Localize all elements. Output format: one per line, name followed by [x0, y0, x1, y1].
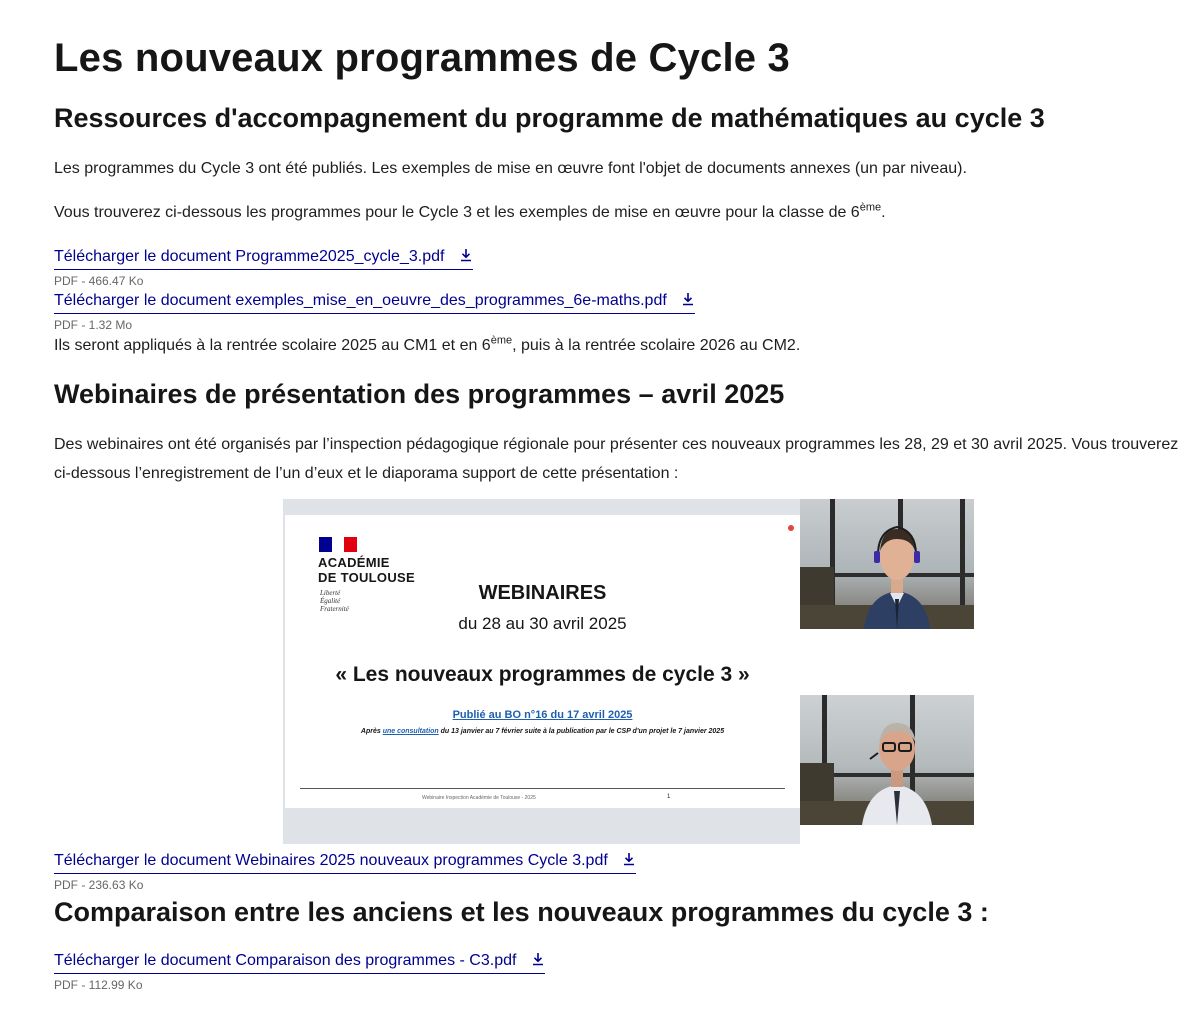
- file-meta: PDF - 1.32 Mo: [54, 318, 133, 332]
- webinars-description: Des webinaires ont été organisés par l’inspection pédagogique régionale pour présenter ces nouveaux programmes les 28, 29 et 30 avril 2025. Vous trouverez ci-dessous l’enregistrement de l’un d’eux et le diaporama support de cette présentation :: [54, 436, 1179, 482]
- download-comparison-link[interactable]: Télécharger le document Comparaison des programmes - C3.pdf: [54, 950, 545, 974]
- slide-dates: du 28 au 30 avril 2025: [458, 614, 627, 633]
- page-title: Les nouveaux programmes de Cycle 3: [54, 36, 790, 80]
- slide-note: Après une consultation du 13 janvier au 7 février suite à la publication par le CSP d'un projet le 7 janvier 2025: [360, 728, 725, 735]
- slide-footer: Webinaire Inspection Académie de Toulouse - 2025: [422, 795, 536, 801]
- slide-frame: [283, 499, 800, 844]
- webinar-video[interactable]: [283, 499, 974, 844]
- download-icon: [622, 852, 636, 866]
- download-programme-link[interactable]: Télécharger le document Programme2025_cycle_3.pdf: [54, 246, 473, 270]
- download-icon: [531, 952, 545, 966]
- republic-motto: Liberté Égalité Fraternité: [320, 589, 349, 613]
- download-icon: [681, 292, 695, 306]
- resources-intro: Les programmes du Cycle 3 ont été publiés. Les exemples de mise en œuvre font l'objet de documents annexes (un par niveau).: [54, 160, 967, 177]
- slide-page-number: 1: [667, 794, 671, 800]
- download-exemples-link[interactable]: Télécharger le document exemples_mise_en_oeuvre_des_programmes_6e-maths.pdf: [54, 290, 695, 314]
- speaker-1-image: [860, 511, 934, 629]
- record-dot-icon: [788, 525, 794, 531]
- webinars-heading: Webinaires de présentation des programmes – avril 2025: [54, 379, 785, 409]
- slide-divider: [300, 788, 785, 789]
- slide: [285, 515, 800, 808]
- file-meta: PDF - 466.47 Ko: [54, 274, 144, 288]
- download-webinar-link[interactable]: Télécharger le document Webinaires 2025 nouveaux programmes Cycle 3.pdf: [54, 850, 636, 874]
- download-icon: [459, 248, 473, 262]
- comparison-heading: Comparaison entre les anciens et les nouveaux programmes du cycle 3 :: [54, 897, 989, 927]
- speaker-camera-2: [800, 695, 974, 825]
- speaker-camera-1: [800, 499, 974, 629]
- speaker-2-image: [860, 707, 934, 825]
- slide-title: WEBINAIRES: [478, 582, 607, 604]
- application-note: Ils seront appliqués à la rentrée scolaire 2025 au CM1 et en 6ème, puis à la rentrée scolaire 2026 au CM2.: [54, 334, 801, 354]
- resources-description: Vous trouverez ci-dessous les programmes pour le Cycle 3 et les exemples de mise en œuvre pour la classe de 6ème.: [54, 201, 886, 221]
- file-meta: PDF - 236.63 Ko: [54, 878, 144, 892]
- academy-logo-text: ACADÉMIE DE TOULOUSE: [318, 555, 415, 585]
- file-meta: PDF - 112.99 Ko: [54, 978, 143, 992]
- republic-flag-logo: [319, 537, 357, 552]
- resources-heading: Ressources d'accompagnement du programme de mathématiques au cycle 3: [54, 103, 1045, 133]
- slide-subject: « Les nouveaux programmes de cycle 3 »: [335, 663, 750, 686]
- slide-bo-link: Publié au BO n°16 du 17 avril 2025: [452, 709, 633, 721]
